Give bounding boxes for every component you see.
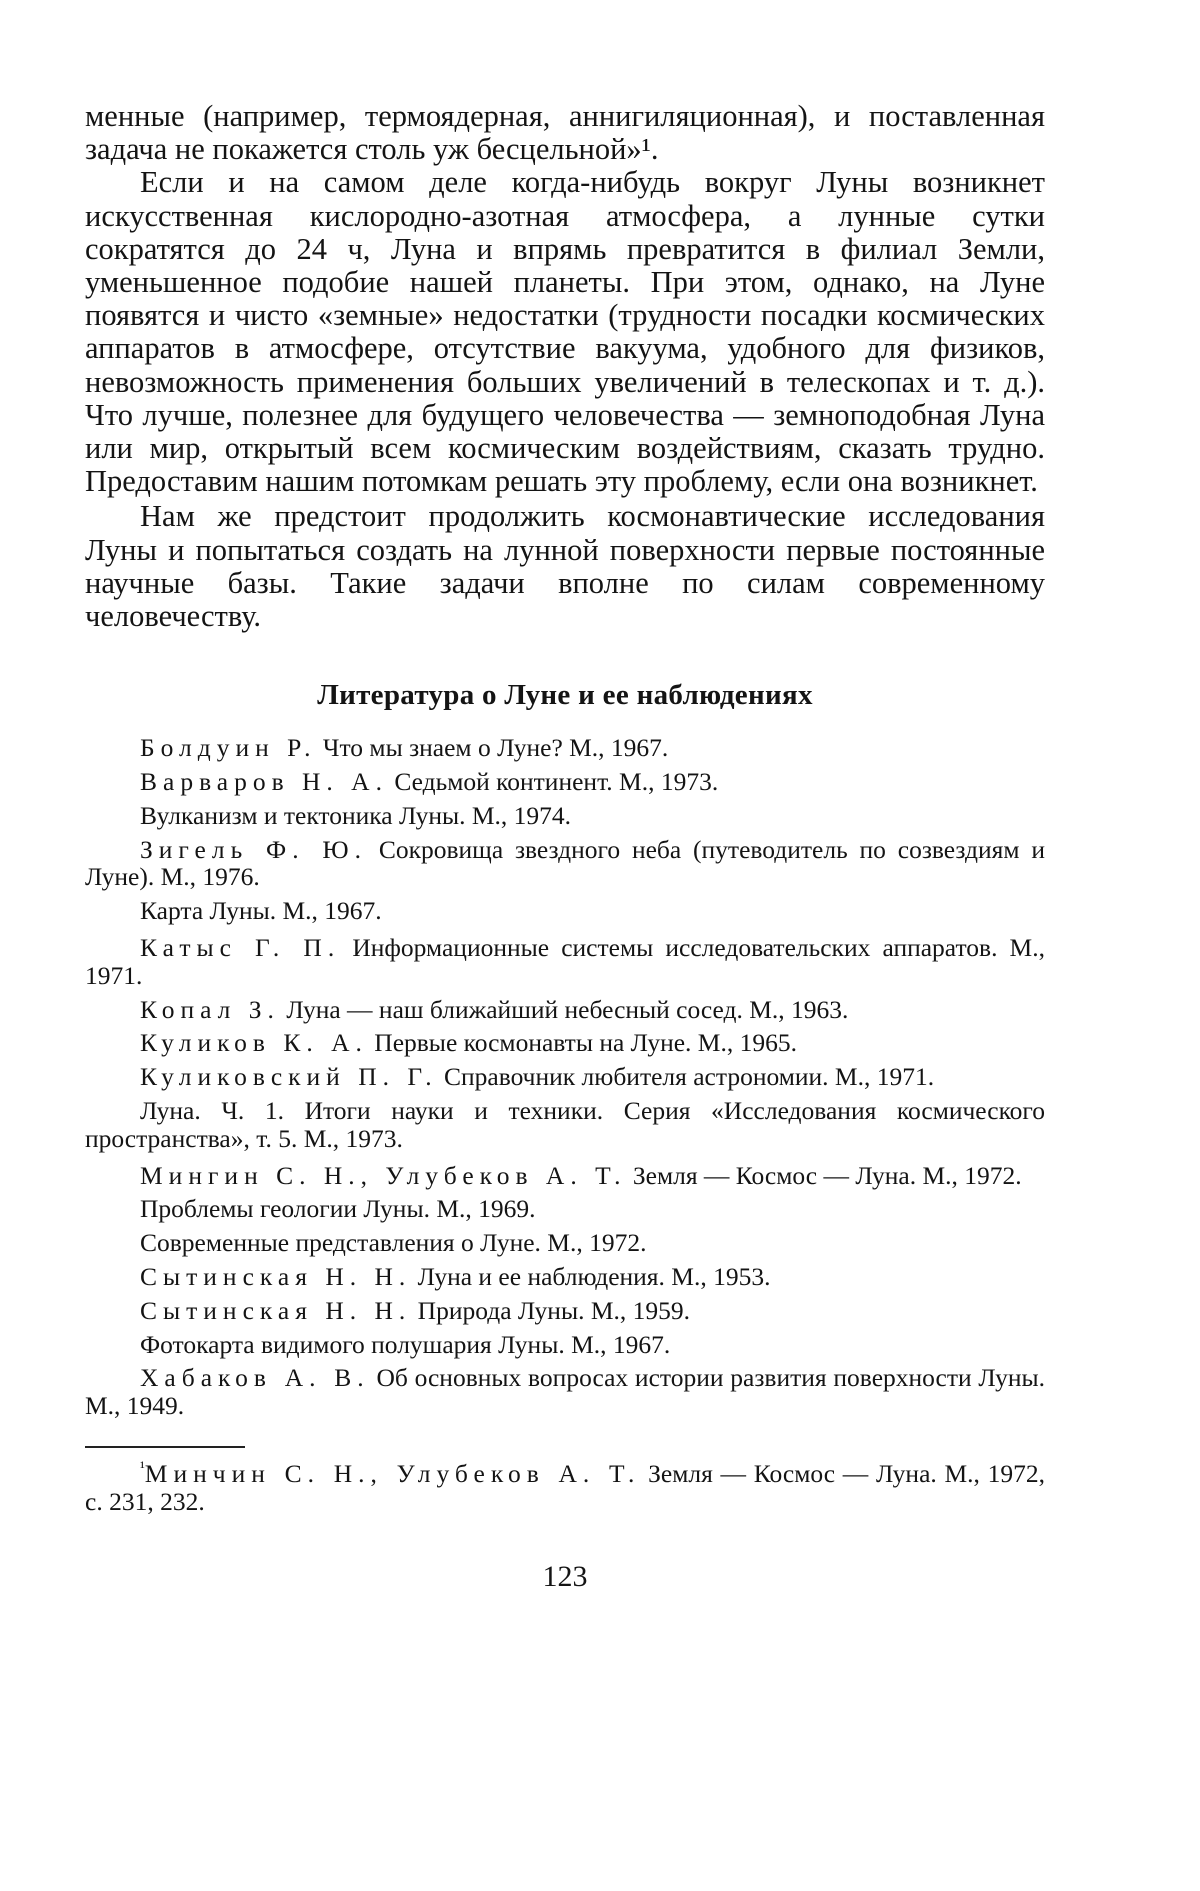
bib-title: Об основных вопросах истории развития поверхности Луны. М., 1949.: [85, 1363, 1045, 1421]
bib-author: Зигель Ф. Ю.: [140, 834, 367, 864]
bib-author: Куликовский П. Г.: [140, 1062, 438, 1092]
footnote: [85, 1460, 1045, 1516]
bibliography-entry: [85, 1331, 1045, 1359]
bib-title: Информационные системы исследовательских аппаратов. М., 1971.: [85, 933, 1045, 990]
bib-author: Копал З.: [140, 994, 280, 1024]
bibliography-entry: [85, 1297, 1045, 1325]
bibliography-entry: [85, 1229, 1045, 1257]
bibliography-entry: [85, 1364, 1045, 1420]
bibliography-entry: [85, 1029, 1045, 1057]
bib-title: Природа Луны. М., 1959.: [417, 1295, 691, 1325]
paragraph-lunar-bases: Нам же предстоит продолжить космонавтические исследования Луны и попытаться создать на лунной поверхности первые постоянные научные базы. Такие задачи вполне по силам современному человечеству.: [85, 499, 1045, 634]
footnote-divider: [85, 1446, 245, 1448]
bib-author: Мингин С. Н., Улубеков А. Т.: [140, 1160, 627, 1190]
bib-title: Первые космонавты на Луне. М., 1965.: [374, 1028, 797, 1058]
bib-author: Хабаков А. В.: [140, 1363, 370, 1393]
bib-author: Катыс Г. П.: [140, 933, 341, 963]
bib-title: Современные представления о Луне. М., 1972.: [140, 1228, 647, 1258]
footnote-text: Земля — Космос — Луна. М., 1972, с. 231, 232.: [85, 1458, 1046, 1516]
bib-title: Карта Луны. М., 1967.: [140, 896, 382, 926]
bibliography-entry: [85, 768, 1045, 796]
bib-author: Сытинская Н. Н.: [140, 1295, 412, 1325]
bib-title: Фотокарта видимого полушария Луны. М., 1967.: [140, 1329, 671, 1359]
section-heading: Литература о Луне и ее наблюдениях: [317, 679, 813, 712]
bib-title: Луна. Ч. 1. Итоги науки и техники. Серия «Исследования космического пространства», т. 5. М., 1973.: [85, 1096, 1045, 1153]
paragraph-atmosphere: Если и на самом деле когда-нибудь вокруг Луны возникнет искусственная кислородно-азотная атмосфера, а лунные сутки сократятся до 24 ч, Луна и впрямь превратится в филиал Земли, уменьшенное подобие нашей планеты. При этом, однако, на Луне появятся и чисто «земные» недостатки (трудности посадки космических аппаратов в атмосфере, отсутствие вакуума, удобного для физиков, невозможность применения больших увеличений в телескопах и т. д.). Что лучше, полезнее для будущего человечества — земноподобная Луна или мир, открытый всем космическим воздействиям, сказать трудно. Предоставим нашим потомкам решать эту проблему, если она возникнет.: [85, 165, 1045, 499]
bib-title: Луна и ее наблюдения. М., 1953.: [417, 1262, 771, 1291]
bibliography-entry: [85, 1063, 1045, 1091]
bibliography-entry: [85, 1097, 1045, 1153]
bib-author: Сытинская Н. Н.: [140, 1262, 412, 1291]
bib-title: Сокровища звездного неба (путеводитель по созвездиям и Луне). М., 1976.: [85, 834, 1046, 892]
bib-title: Седьмой континент. М., 1973.: [394, 767, 719, 797]
bibliography-entry: [85, 836, 1045, 892]
bibliography-entry: [85, 934, 1045, 990]
bibliography-entry: [85, 1162, 1045, 1190]
bibliography-entry: [85, 1195, 1045, 1223]
paragraph-continuation: менные (например, термоядерная, аннигиляционная), и поставленная задача не покажется столь уж бесцельной»¹.: [85, 99, 1045, 167]
bib-title: Луна — наш ближайший небесный сосед. М., 1963.: [286, 994, 849, 1024]
bib-title: Справочник любителя астрономии. М., 1971.: [443, 1062, 935, 1092]
bib-title: Что мы знаем о Луне? М., 1967.: [322, 733, 669, 763]
bibliography-entry: [85, 996, 1045, 1024]
bib-author: Болдуин Р.: [140, 733, 317, 763]
bibliography-entry: [85, 1263, 1045, 1291]
bib-title: Земля — Космос — Луна. М., 1972.: [632, 1160, 1022, 1190]
bib-title: Проблемы геологии Луны. М., 1969.: [140, 1194, 536, 1224]
bibliography-entry: [85, 802, 1045, 830]
footnote-author: Минчин С. Н., Улубеков А. Т.: [144, 1458, 641, 1488]
bibliography-entry: [85, 897, 1045, 925]
bibliography-list: [85, 734, 1045, 1420]
bib-title: Вулканизм и тектоника Луны. М., 1974.: [140, 800, 572, 830]
bib-author: Варваров Н. А.: [140, 767, 388, 797]
footnote-mark: ¹: [140, 1459, 145, 1477]
bibliography-entry: [85, 734, 1045, 762]
page-number: 123: [542, 1559, 588, 1593]
book-page: [85, 100, 1045, 1594]
bib-author: Куликов К. А.: [140, 1028, 368, 1058]
